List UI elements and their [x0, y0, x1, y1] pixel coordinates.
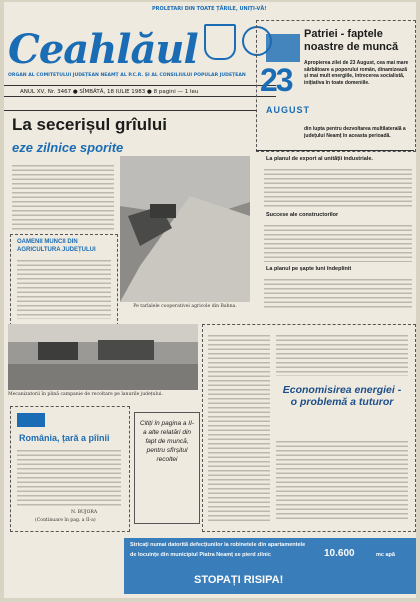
flag-icon — [266, 34, 300, 62]
combine-photo — [8, 324, 198, 390]
article-text — [17, 257, 111, 319]
lead-subhead: eze zilnice sporite — [12, 140, 124, 155]
issue-line: ANUL XV, Nr. 3467 ● SÎMBĂTĂ, 18 IULIE 1983 ● 8 pagini — 1 leu — [4, 85, 276, 97]
author: N. BUJORA — [71, 510, 98, 515]
august-title: Patriei - faptele noastre de muncă — [304, 28, 399, 53]
august-number: 23 — [260, 62, 292, 98]
article-text — [264, 222, 412, 262]
cititi-box — [134, 412, 200, 524]
lead-headline: La secerișul grîului — [12, 115, 167, 134]
article-text — [264, 276, 412, 310]
article-text — [17, 447, 121, 507]
question-title: OAMENII MUNCII DIN AGRICULTURA JUDEȚULUI — [17, 239, 96, 253]
article-text — [12, 162, 114, 230]
energy-title: Economisirea energiei - o problemă a tuturor — [282, 384, 402, 408]
water-banner — [124, 538, 416, 594]
harvest-photo — [120, 156, 250, 302]
crest-icon — [204, 24, 236, 60]
august-lead-2: din lupta pentru dezvoltarea multilaterală a județului Neamț în aceasta perioadă. — [304, 126, 406, 139]
continue-note: (Continuare în pag. a II-a) — [35, 518, 96, 523]
banner-cta: STOPAȚI RISIPA! — [194, 574, 284, 586]
right-section-2: Succese ale constructorilor — [266, 212, 339, 218]
rule — [256, 150, 414, 151]
combine-photo-art — [8, 324, 198, 390]
article-text — [276, 332, 408, 376]
banner-line-1: Stricați numai datorită defecțiunilor la robinetele din apartamentele — [130, 542, 306, 548]
banner-unit: mc apă — [376, 552, 395, 558]
article-text — [208, 332, 270, 522]
newspaper-page — [4, 2, 416, 598]
august-month: AUGUST — [266, 105, 310, 115]
photo-caption-1: Pe tarlalele cooperativei agricole din Bahna. — [133, 304, 237, 309]
article-text — [276, 438, 408, 522]
masthead-tagline: ORGAN AL COMITETULUI JUDEȚEAN NEAMȚ AL P.C.R. ȘI AL CONSILIULUI POPULAR JUDEȚEAN — [8, 73, 246, 78]
romania-box — [10, 406, 130, 532]
right-column — [256, 150, 414, 310]
photo-caption-2: Mecanizatorii în plină campanie de recoltare pe lanurile județului. — [8, 392, 163, 397]
cititi-text: Citiți în pagina a II-a alte relatări din fapt de muncă, pentru sfîrșitul recoltei — [139, 420, 195, 463]
banner-number: 10.600 — [324, 548, 355, 559]
article-text — [264, 166, 412, 208]
newspaper-logo: Ceahlăul — [8, 26, 198, 73]
tractor-icon — [17, 413, 45, 427]
right-section-1: La planul de export al unității industriale. — [266, 156, 373, 162]
rule — [4, 110, 256, 111]
question-box — [10, 234, 118, 326]
august-lead: Apropierea zilei de 23 August, cea mai mare sărbătoare a poporului român, dinamizează și mai mult energiile, întrecerea socialistă, inițiativa în toate domeniile. — [304, 60, 409, 86]
right-section-3: La planul pe șapte luni îndeplinit — [266, 266, 352, 272]
banner-line-2: de locuințe din municipiul Piatra Neamț se pierd zilnic — [130, 552, 271, 558]
masthead-top-tag: PROLETARI DIN TOATE ȚĂRILE, UNIȚI-VĂ! — [152, 6, 267, 12]
romania-title: România, țară a pîinii — [19, 433, 110, 443]
harvest-photo-art — [120, 156, 250, 302]
